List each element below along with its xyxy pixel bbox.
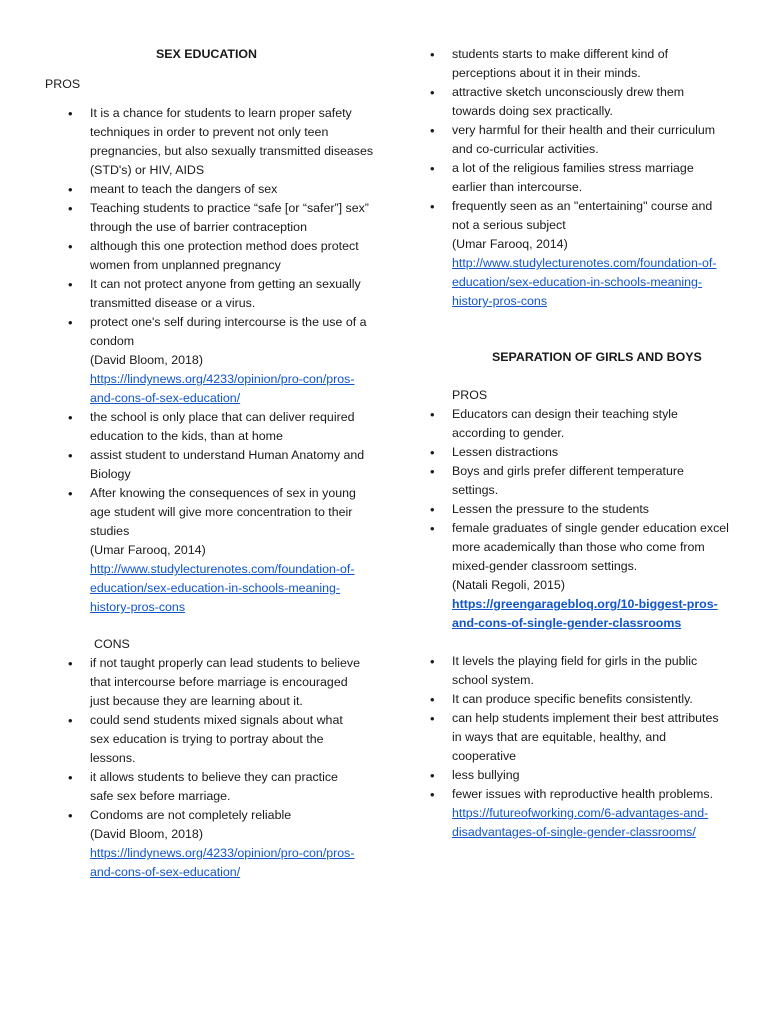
sex-education-pros-list	[90, 104, 375, 617]
separation-pros-list	[452, 405, 732, 633]
citation: (Umar Farooq, 2014)	[90, 543, 206, 557]
list-item: • meant to teach the dangers of sex	[90, 180, 375, 199]
source-link[interactable]: http://www.studylecturenotes.com/foundation-of-education/sex-education-in-schools-meaning-history-pros-cons	[452, 256, 717, 308]
sex-education-cons-heading: CONS	[94, 637, 130, 651]
list-item: • if not taught properly can lead students to believe that intercourse before marriage is encouraged just because they are learning about it.	[90, 654, 362, 711]
citation: (David Bloom, 2018)	[90, 353, 203, 367]
list-item: • very harmful for their health and their curriculum and co-curricular activities.	[452, 121, 724, 159]
list-item: • it allows students to believe they can practice safe sex before marriage.	[90, 768, 362, 806]
list-item: • female graduates of single gender education excel more academically than those who come from mixed-gender classroom settings. (Natali Regoli, 2015) https://greengaragebloq.org/10-biggest-pros-and-cons-of-single-gender-classrooms	[452, 519, 732, 633]
list-item: • assist student to understand Human Anatomy and Biology	[90, 446, 375, 484]
list-item: • could send students mixed signals about what sex education is trying to portray about the lessons.	[90, 711, 362, 768]
list-item: • Condoms are not completely reliable (David Bloom, 2018) https://lindynews.org/4233/opinion/pro-con/pros-and-cons-of-sex-education/	[90, 806, 362, 882]
list-item: • Educators can design their teaching style according to gender.	[452, 405, 732, 443]
citation: (Umar Farooq, 2014)	[452, 237, 568, 251]
list-item: • less bullying	[452, 766, 724, 785]
sex-education-title: SEX EDUCATION	[156, 47, 257, 61]
separation-pros-heading: PROS	[452, 388, 488, 402]
sex-education-pros-heading: PROS	[45, 77, 81, 91]
list-item: • Teaching students to practice “safe [or “safer”] sex” through the use of barrier contraception	[90, 199, 375, 237]
list-item: • a lot of the religious families stress marriage earlier than intercourse.	[452, 159, 724, 197]
source-link[interactable]: http://www.studylecturenotes.com/foundation-of-education/sex-education-in-schools-meaning-history-pros-cons	[90, 562, 355, 614]
list-item: • attractive sketch unconsciously drew them towards doing sex practically.	[452, 83, 724, 121]
list-item: • can help students implement their best attributes in ways that are equitable, healthy, and cooperative	[452, 709, 724, 766]
list-item: • It is a chance for students to learn proper safety techniques in order to prevent not only teen pregnancies, but also sexually transmitted diseases (STD's) or HIV, AIDS	[90, 104, 375, 180]
list-item: • the school is only place that can deliver required education to the kids, than at home	[90, 408, 375, 446]
list-item: • It can not protect anyone from getting an sexually transmitted disease or a virus.	[90, 275, 375, 313]
list-item: • frequently seen as an "entertaining" course and not a serious subject (Umar Farooq, 2014) http://www.studylecturenotes.com/foundation-of-education/sex-education-in-schools-meaning-history-pros-cons	[452, 197, 724, 311]
source-link[interactable]: https://lindynews.org/4233/opinion/pro-con/pros-and-cons-of-sex-education/	[90, 846, 355, 879]
list-item: • fewer issues with reproductive health problems. https://futureofworking.com/6-advantages-and-disadvantages-of-single-gender-classrooms/	[452, 785, 724, 842]
source-link[interactable]: https://futureofworking.com/6-advantages-and-disadvantages-of-single-gender-classrooms/	[452, 806, 709, 839]
sex-education-cons-list-continued	[452, 45, 724, 311]
list-item: • Boys and girls prefer different temperature settings.	[452, 462, 732, 500]
list-item: • although this one protection method does protect women from unplanned pregnancy	[90, 237, 375, 275]
source-link[interactable]: https://greengaragebloq.org/10-biggest-pros-and-cons-of-single-gender-classrooms	[452, 597, 718, 630]
list-item: • Lessen distractions	[452, 443, 732, 462]
list-item: • After knowing the consequences of sex in young age student will give more concentration to their studies (Umar Farooq, 2014) http://www.studylecturenotes.com/foundation-of-education/sex-education-in-schools-meaning-history-pros-cons	[90, 484, 375, 617]
citation: (David Bloom, 2018)	[90, 827, 203, 841]
list-item: • It levels the playing field for girls in the public school system.	[452, 652, 724, 690]
list-item: • It can produce specific benefits consistently.	[452, 690, 724, 709]
separation-pros-list-2	[452, 652, 724, 842]
list-item: • protect one's self during intercourse is the use of a condom (David Bloom, 2018) https://lindynews.org/4233/opinion/pro-con/pros-and-cons-of-sex-education/	[90, 313, 375, 408]
list-item: • Lessen the pressure to the students	[452, 500, 732, 519]
separation-title: SEPARATION OF GIRLS AND BOYS	[492, 350, 702, 364]
source-link[interactable]: https://lindynews.org/4233/opinion/pro-con/pros-and-cons-of-sex-education/	[90, 372, 355, 405]
sex-education-cons-list	[90, 654, 362, 882]
list-item: • students starts to make different kind of perceptions about it in their minds.	[452, 45, 724, 83]
citation: (Natali Regoli, 2015)	[452, 578, 565, 592]
